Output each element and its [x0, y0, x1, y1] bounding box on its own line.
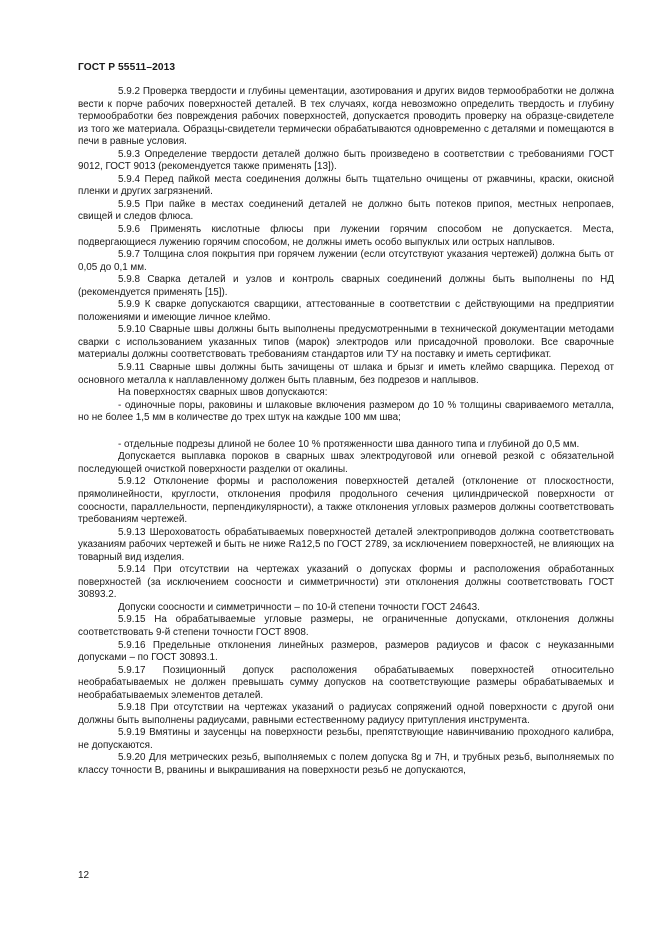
page-number: 12: [78, 870, 90, 881]
paragraph-5-9-11: 5.9.11 Сварные швы должны быть зачищены от шлака и брызг и иметь клеймо сварщика. Переход от основного металла к наплавленному должен быть плавным, без подрезов и наплывов.: [78, 362, 614, 386]
paragraph-5-9-8: 5.9.8 Сварка деталей и узлов и контроль сварных соединений должны быть выполнены по НД (рекомендуется применять [15]).: [78, 274, 614, 298]
paragraph-5-9-6: 5.9.6 Применять кислотные флюсы при лужении горячим способом не допускается. Места, подвергающиеся лужению горячим способом, не должны иметь особо выпуклых или острых наплывов.: [78, 224, 614, 248]
document-body: [78, 86, 614, 778]
document-header: ГОСТ Р 55511–2013: [78, 62, 176, 73]
paragraph-5-9-3: 5.9.3 Определение твердости деталей должно быть произведено в соответствии с требованиями ГОСТ 9012, ГОСТ 9013 (рекомендуется также применять [13]).: [78, 148, 614, 173]
paragraph-5-9-14: 5.9.14 При отсутствии на чертежах указаний о допусках формы и расположения обработанных поверхностей (за исключением соосности и симметричности) эти отклонения должны соответствовать ГОСТ 30893.2.: [78, 564, 614, 601]
paragraph-5-9-9: 5.9.9 К сварке допускаются сварщики, аттестованные в соответствии с действующими на предприятии положениями и имеющие личное клеймо.: [78, 299, 614, 323]
paragraph-5-9-19: 5.9.19 Вмятины и заусенцы на поверхности резьбы, препятствующие навинчиванию проходного калибра, не допускаются.: [78, 727, 614, 751]
paragraph-5-9-10: 5.9.10 Сварные швы должны быть выполнены предусмотренными в технической документации методами сварки с использованием указанных типов (марок) электродов или присадочной проволоки. Все сварочные материалы должны соответствовать требованиям стандартов или ТУ на поставку и иметь сертификат.: [78, 324, 614, 361]
paragraph-5-9-12: 5.9.12 Отклонение формы и расположения поверхностей деталей (отклонение от плоскостности, прямолинейности, круглости, отклонения профиля продольного сечения цилиндрической поверхности от соосности, параллельности, перпендикулярности), а также отклонения угловых размеров должны соответствовать требованиям чертежей.: [78, 476, 614, 526]
paragraph-5-9-18: 5.9.18 При отсутствии на чертежах указаний о радиусах сопряжений одной поверхности с другой они должны быть выполнены радиусами, равными естественному радиусу притупления инструмента.: [78, 702, 614, 726]
list-item-pores: - одиночные поры, раковины и шлаковые включения размером до 10 % толщины свариваемого металла, но не более 1,5 мм в количестве до трех штук на каждые 100 мм шва;: [78, 399, 614, 424]
paragraph-5-9-2: 5.9.2 Проверка твердости и глубины цементации, азотирования и других видов термообработки не должна вести к порче рабочих поверхностей деталей. В тех случаях, когда невозможно определить твердость и глубину термообработки без повреждения рабочих поверхностей, допускается проводить проверку на образце-свидетеле из того же материала. Образцы-свидетели термически обрабатываются одновременно с деталями и помещаются в печи в равные условия.: [78, 86, 614, 148]
paragraph-weld-intro: На поверхностях сварных швов допускаются:: [118, 387, 328, 399]
paragraph-5-9-4: 5.9.4 Перед пайкой места соединения должны быть тщательно очищены от ржавчины, краски, окисной пленки и других загрязнений.: [78, 173, 614, 198]
paragraph-5-9-7: 5.9.7 Толщина слоя покрытия при горячем лужении (если отсутствуют указания чертежей) должна быть от 0,05 до 0,1 мм.: [78, 249, 614, 273]
paragraph-5-9-13: 5.9.13 Шероховатость обрабатываемых поверхностей деталей электроприводов должна соответствовать указаниям рабочих чертежей и быть не ниже Ra12,5 по ГОСТ 2789, за исключением поверхностей, не влияющих на товарный вид изделия.: [78, 526, 614, 563]
paragraph-coaxiality: Допуски соосности и симметричности – по 10-й степени точности ГОСТ 24643.: [118, 601, 480, 613]
paragraph-5-9-15: 5.9.15 На обрабатываемые угловые размеры, не ограниченные допусками, отклонения должны соответствовать 9-й степени точности ГОСТ 8908.: [78, 614, 614, 638]
paragraph-5-9-17: 5.9.17 Позиционный допуск расположения обрабатываемых поверхностей относительно необрабатываемых не должен превышать сумму допусков на соответствующие размеры обрабатываемых и необрабатываемых элементов деталей.: [78, 664, 614, 701]
paragraph-defect-removal: Допускается выплавка пороков в сварных швах электродуговой или огневой резкой с обязательной последующей очисткой поверхности разделки от окалины.: [78, 451, 614, 475]
paragraph-5-9-16: 5.9.16 Предельные отклонения линейных размеров, размеров радиусов и фасок с неуказанными допусками – по ГОСТ 30893.1.: [78, 639, 614, 664]
paragraph-5-9-5: 5.9.5 При пайке в местах соединений деталей не должно быть потеков припоя, местных непропаев, свищей и следов флюса.: [78, 198, 614, 223]
list-item-undercuts: - отдельные подрезы длиной не более 10 % протяженности шва данного типа и глубиной до 0,5 мм.: [118, 438, 580, 450]
paragraph-5-9-20: 5.9.20 Для метрических резьб, выполняемых с полем допуска 8g и 7H, и трубных резьб, выполняемых по классу точности В, рванины и выкрашивания на поверхности резьб не допускаются,: [78, 752, 614, 776]
